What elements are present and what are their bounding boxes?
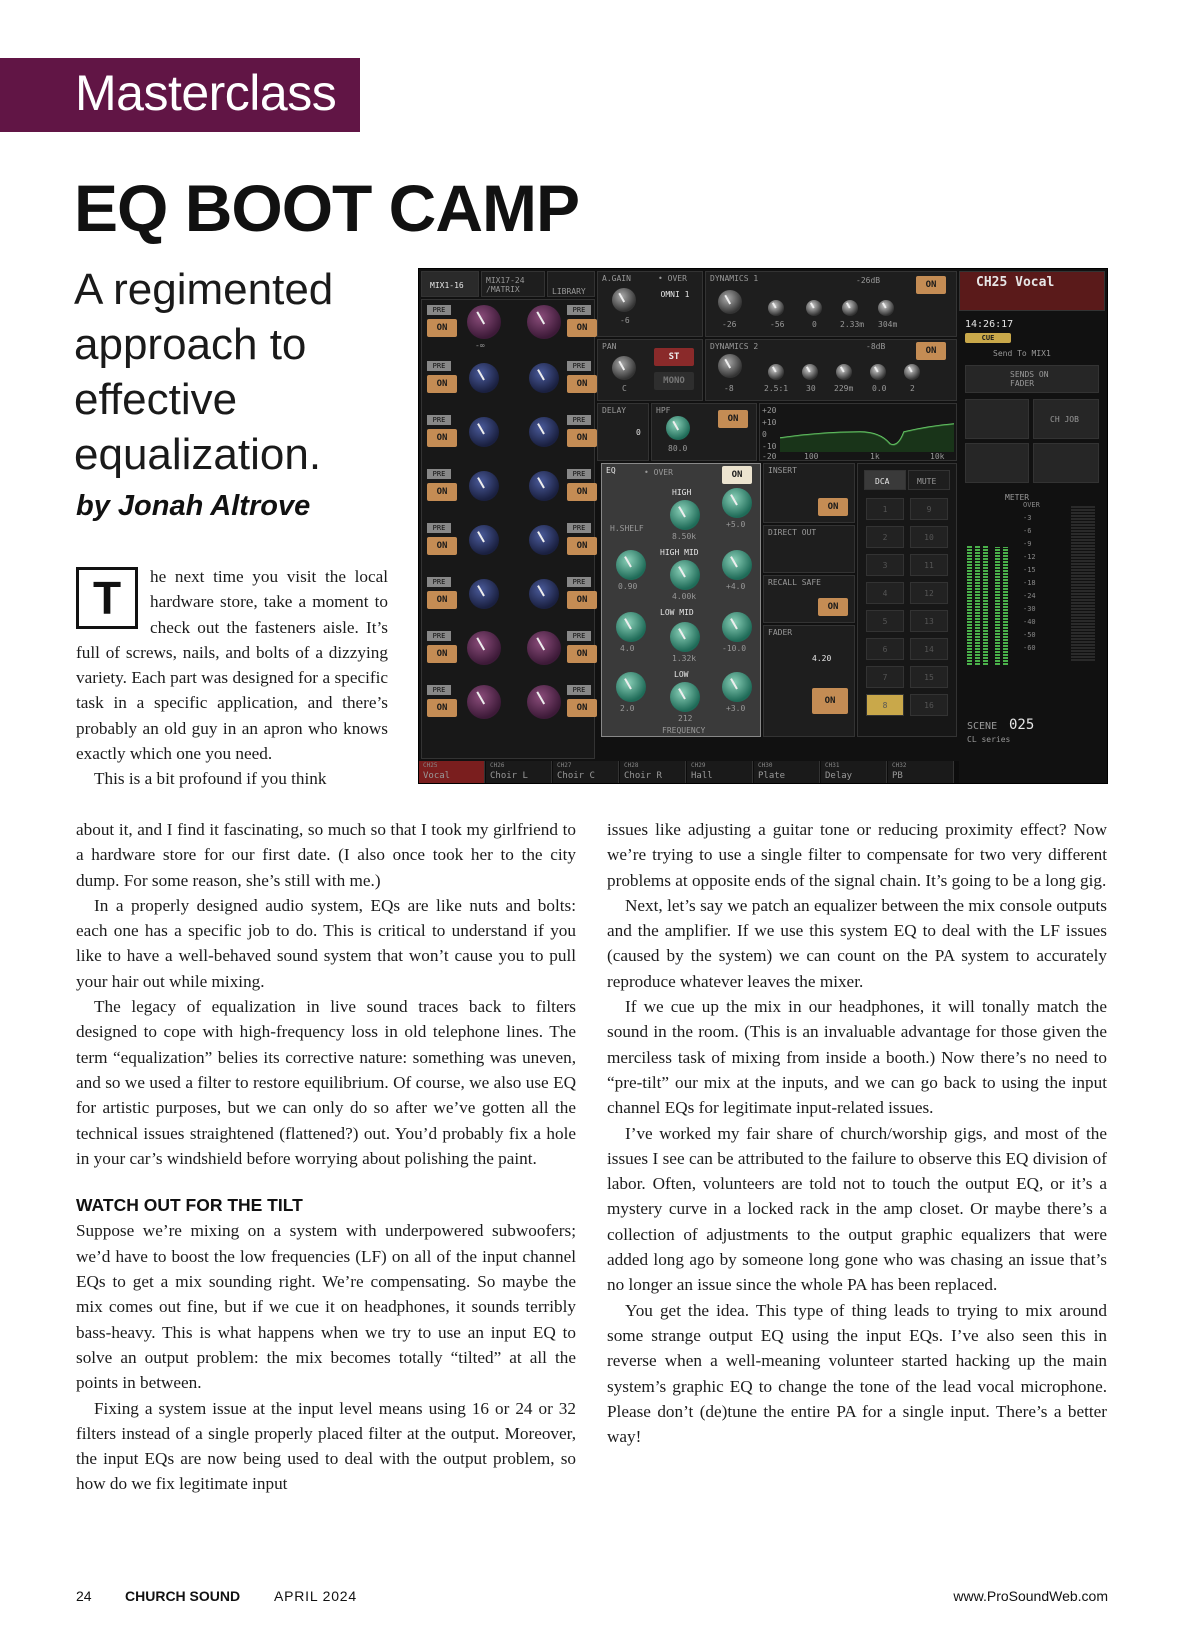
channel-id: CH32 — [892, 762, 907, 769]
tab-mix17-24 — [481, 271, 545, 297]
dca-button: 8 — [866, 694, 904, 716]
pre-button: PRE — [427, 631, 451, 641]
blank-button — [1033, 443, 1099, 483]
paragraph: Next, let’s say we patch an equalizer between the mix console outputs and the amplifier. If we use this system EQ to deal with the LF issues (caused by the system) we can count on the PA system to accurately reproduce whatever leaves the mixer. — [607, 895, 1107, 991]
eq-freq-value: 1.32k — [672, 654, 697, 663]
recall-safe-panel — [763, 575, 855, 623]
freq-label: FREQUENCY — [662, 726, 706, 735]
channel-id: CH28 — [624, 762, 639, 769]
pre-button: PRE — [427, 305, 451, 315]
mono-button: MONO — [654, 372, 694, 390]
insert-on-button: ON — [818, 498, 848, 516]
hpf-on-button: ON — [718, 410, 748, 428]
meter-scale-label: -12 — [1023, 553, 1036, 561]
blank-button — [965, 443, 1029, 483]
paragraph: You get the idea. This type of thing leads to trying to mix around some strange output EQ using the input EQs. I’ve also seen this in reverse when a well-meaning volunteer started hacking up the main system’s graphic EQ to change the tone of the lead vocal microphone. Please don’t (de)tune the entire PA for a single input. There’s a better way! — [607, 1300, 1107, 1447]
intro-paragraph: he next time you visit the local hardware store, take a moment to check out the fasteners aisle. It’s full of screws, nails, and bolts of a dizzying variety. Each part was designed for a specific task in a specific application, and there’s probably an old guy in an apron who knows exactly which one you need. — [76, 567, 388, 764]
channel-id: CH31 — [825, 762, 840, 769]
channel-select-tab — [754, 761, 820, 784]
eq-freq-value: 212 — [678, 714, 693, 723]
dca-panel — [857, 463, 957, 737]
meter-scale-label: OVER — [1023, 501, 1040, 509]
eq-band-type: H.SHELF — [610, 524, 644, 533]
tab-library — [547, 271, 595, 297]
delay-value: 0 — [636, 428, 641, 437]
meter-scale-label: -9 — [1023, 540, 1032, 548]
channel-name: CH25 Vocal — [976, 275, 1055, 290]
pre-button: PRE — [427, 523, 451, 533]
clock: 14:26:17 — [965, 319, 1014, 330]
eq-gain-value: +3.0 — [726, 704, 746, 713]
channel-select-tab — [553, 761, 619, 784]
dyn2-knob — [768, 364, 784, 380]
pre-button: PRE — [567, 305, 591, 315]
st-button: ST — [654, 348, 694, 366]
dca-button: 10 — [910, 526, 948, 548]
dca-button: 13 — [910, 610, 948, 632]
meter-scale-label: -50 — [1023, 631, 1036, 639]
dyn1-value: 0 — [812, 320, 817, 329]
fader-on-button: ON — [812, 688, 848, 714]
ch-job-label: CH JOB — [1050, 415, 1079, 424]
dyn2-value: 229m — [834, 384, 854, 393]
hpf-panel — [651, 403, 757, 461]
pre-button: PRE — [567, 469, 591, 479]
pre-button: PRE — [427, 469, 451, 479]
direct-out-panel — [763, 525, 855, 573]
eq-gain-value: -10.0 — [722, 644, 747, 653]
graph-y-label: +10 — [762, 418, 777, 427]
eq-gain-value: +4.0 — [726, 582, 746, 591]
graph-y-label: -10 — [762, 442, 777, 451]
send-knob — [527, 685, 561, 719]
eq-graph — [759, 403, 957, 461]
dynamics1-panel — [705, 271, 957, 337]
website-link[interactable]: www.ProSoundWeb.com — [953, 1588, 1108, 1604]
channel-tab-name: Vocal — [423, 771, 451, 781]
on-button: ON — [567, 483, 597, 501]
dyn2-knob — [718, 354, 742, 378]
send-level: -∞ — [475, 341, 485, 350]
again-label: A.GAIN — [602, 274, 631, 283]
pre-button: PRE — [567, 523, 591, 533]
dropcap: T — [76, 567, 138, 629]
eq-q-value: 2.0 — [620, 704, 635, 713]
delay-panel — [597, 403, 649, 461]
on-button: ON — [427, 483, 457, 501]
scene-sub: CL series — [967, 735, 1011, 744]
meter-scale-label: -18 — [1023, 579, 1036, 587]
on-button: ON — [567, 699, 597, 717]
again-panel — [597, 271, 703, 337]
dca-button: 9 — [910, 498, 948, 520]
over-label: • OVER — [658, 274, 687, 283]
meter-scale-label: -6 — [1023, 527, 1032, 535]
dyn2-db: -8dB — [866, 342, 886, 351]
fader-panel — [763, 625, 855, 737]
eq-band-name: HIGH — [672, 488, 692, 497]
meter-bars — [967, 529, 1027, 665]
graph-x-label: 100 — [804, 452, 819, 461]
eq-panel — [601, 463, 761, 737]
section-label: Masterclass — [75, 65, 337, 121]
paragraph: The legacy of equalization in live sound traces back to filters designed to cope with high-frequency loss in old telephone lines. The term “equalization” belies its corrective nature: something was uneven, and so we used a filter to restore equilibrium. Of course, we also use EQ for artistic purposes, but we can only do so after we’ve gotten all the technical issues straightened (flattened?) out. You’d probably fix a hole in your car’s windshield before worrying about polishing the paint. — [76, 997, 576, 1168]
tab-dca — [864, 470, 906, 490]
channel-id: CH25 — [423, 762, 438, 769]
eq-q-value: 4.0 — [620, 644, 635, 653]
send-knob — [467, 685, 501, 719]
channel-tab-name: Plate — [758, 771, 786, 781]
dca-button: 14 — [910, 638, 948, 660]
scene-number: 025 — [1009, 717, 1035, 733]
meter-scale-label: -30 — [1023, 605, 1036, 613]
meter-scale-label: -24 — [1023, 592, 1036, 600]
send-knob — [467, 305, 501, 339]
dyn1-value: -26 — [722, 320, 737, 329]
dca-button: 12 — [910, 582, 948, 604]
channel-id: CH29 — [691, 762, 706, 769]
dyn1-knob — [806, 300, 822, 316]
on-button: ON — [427, 699, 457, 717]
channel-id: CH27 — [557, 762, 572, 769]
dyn1-knob — [718, 290, 742, 314]
dyn2-value: -8 — [724, 384, 734, 393]
subhead: WATCH OUT FOR THE TILT — [76, 1195, 303, 1216]
issue-date: APRIL 2024 — [274, 1588, 357, 1604]
pre-button: PRE — [567, 685, 591, 695]
dyn1-value: 304m — [878, 320, 898, 329]
on-button: ON — [567, 319, 597, 337]
eq-freq-value: 8.50k — [672, 532, 697, 541]
sends-on-fader-label: SENDS ON FADER — [1010, 370, 1049, 388]
section-tag — [0, 58, 360, 132]
fader-value: 4.20 — [812, 654, 832, 663]
channel-select-tab — [888, 761, 954, 784]
eq-band-name: LOW — [674, 670, 689, 679]
eq-band-name: LOW MID — [660, 608, 694, 617]
dyn2-knob — [904, 364, 920, 380]
eq-q-knob — [616, 612, 646, 642]
pan-panel — [597, 339, 703, 401]
send-knob — [469, 525, 499, 555]
graph-y-label: -20 — [762, 452, 777, 461]
dca-button: 16 — [910, 694, 948, 716]
dyn2-value: 30 — [806, 384, 816, 393]
paragraph: I’ve worked my fair share of church/worship gigs, and most of the issues I see can be attributed to the failure to observe this EQ division of labor. Often, volunteers are told not to touch the output EQ, or it’s a mystery curve in a locked rack in the amp closet. Or maybe there’s a collection of adjustments to the output graphic equalizers that were added long ago by someone long gone who was chasing an issue that’s no longer an issue since the whole PA has been replaced. — [607, 1123, 1107, 1295]
deck: A regimented approach to effective equalization. — [74, 265, 334, 479]
meter-bar-ch — [1071, 505, 1095, 661]
channel-tab-name: PB — [892, 771, 903, 781]
dyn1-knob — [842, 300, 858, 316]
dyn1-db: -26dB — [856, 276, 881, 285]
dca-button: 4 — [866, 582, 904, 604]
eq-gain-value: +5.0 — [726, 520, 746, 529]
ch-job-button — [1033, 399, 1099, 439]
on-button: ON — [427, 319, 457, 337]
pre-button: PRE — [427, 361, 451, 371]
scene-label: SCENE — [967, 721, 998, 732]
paragraph: issues like adjusting a guitar tone or reducing proximity effect? Now we’re trying to use a single filter to compensate for two very different problems at opposite ends of the signal chain. It’s going to be a long gig. — [607, 820, 1107, 890]
meter-scale-label: -15 — [1023, 566, 1036, 574]
dyn1-on-button: ON — [916, 276, 946, 294]
channel-select-tab — [687, 761, 753, 784]
meter-scale-label: -3 — [1023, 514, 1032, 522]
insert-panel — [763, 463, 855, 523]
right-column — [607, 817, 1107, 1449]
channel-select-tab — [821, 761, 887, 784]
send-knob — [527, 305, 561, 339]
graph-y-label: +20 — [762, 406, 777, 415]
tab-label: MIX17-24 /MATRIX — [486, 276, 525, 294]
eq-gain-knob — [722, 612, 752, 642]
send-knob — [469, 417, 499, 447]
channel-select-bar — [419, 761, 959, 784]
channel-tab-name: Delay — [825, 771, 853, 781]
dyn2-value: 2 — [910, 384, 915, 393]
page-number: 24 — [76, 1588, 92, 1604]
dca-button: 5 — [866, 610, 904, 632]
eq-q-knob — [616, 672, 646, 702]
pre-button: PRE — [427, 685, 451, 695]
send-knob — [467, 631, 501, 665]
eq-band-name: HIGH MID — [660, 548, 699, 557]
pre-button: PRE — [427, 415, 451, 425]
send-knob — [469, 579, 499, 609]
eq-q-knob — [616, 550, 646, 580]
eq-freq-knob — [670, 682, 700, 712]
dyn2-label: DYNAMICS 2 — [710, 342, 759, 351]
send-to-label: Send To MIX1 — [993, 349, 1051, 358]
on-button: ON — [427, 645, 457, 663]
send-knob — [529, 417, 559, 447]
dca-button: 15 — [910, 666, 948, 688]
channel-tab-name: Choir L — [490, 771, 528, 781]
magazine-name: CHURCH SOUND — [125, 1588, 241, 1604]
eq-freq-knob — [670, 500, 700, 530]
tab-mute — [908, 470, 950, 490]
on-button: ON — [427, 537, 457, 555]
dca-label: DCA — [875, 477, 890, 486]
recall-safe-label: RECALL SAFE — [768, 578, 821, 587]
paragraph: Suppose we’re mixing on a system with underpowered subwoofers; we’d have to boost the low frequencies (LF) on all of the input channel EQs to get a mix sounding right. We’re compensating. So maybe the mix comes out fine, but if we cue it on headphones, it sounds terribly bass-heavy. This is what happens when we try to use an input EQ to solve an output problem: the mix becomes totally “tilted” at all the points in between. — [76, 1221, 576, 1393]
eq-gain-knob — [722, 672, 752, 702]
pre-button: PRE — [567, 577, 591, 587]
direct-out-label: DIRECT OUT — [768, 528, 817, 537]
channel-tab-name: Hall — [691, 771, 713, 781]
dca-button: 7 — [866, 666, 904, 688]
byline: by Jonah Altrove — [76, 490, 311, 522]
dyn1-value: 2.33m — [840, 320, 865, 329]
on-button: ON — [567, 645, 597, 663]
gain-knob — [612, 288, 636, 312]
tab-mix1-16 — [421, 271, 479, 297]
dyn1-knob — [768, 300, 784, 316]
dca-button: 11 — [910, 554, 948, 576]
dyn2-value: 2.5:1 — [764, 384, 789, 393]
tab-label: MIX1-16 — [430, 281, 464, 290]
pre-button: PRE — [567, 631, 591, 641]
channel-id: CH26 — [490, 762, 505, 769]
dca-button: 6 — [866, 638, 904, 660]
tab-label: LIBRARY — [552, 287, 586, 296]
send-knob — [527, 631, 561, 665]
graph-y-label: 0 — [762, 430, 767, 439]
fader-label: FADER — [768, 628, 793, 637]
on-button: ON — [427, 429, 457, 447]
on-button: ON — [567, 375, 597, 393]
channel-select-tab — [419, 761, 485, 784]
paragraph: Fixing a system issue at the input level means using 16 or 24 or 32 filters instead of a single properly placed filter at the output. Moreover, the input EQs are now being used to deal with the output problem, so how do we fix legitimate input — [76, 1398, 576, 1494]
paragraph: If we cue up the mix in our headphones, it will tonally match the sound in the room. (This is an invaluable advantage for those given the merciless task of mixing from inside a booth.) Now there’s no need to “pre-tilt” our mix at the inputs, and we can go back to using the input channel EQs for legitimate input-related issues. — [607, 997, 1107, 1118]
recall-safe-on-button: ON — [818, 598, 848, 616]
meter-label: METER — [1005, 493, 1030, 502]
dca-button: 3 — [866, 554, 904, 576]
pan-value: C — [622, 384, 627, 393]
intro-paragraph-2: This is a bit profound if you think — [94, 769, 327, 789]
channel-tab-name: Choir C — [557, 771, 595, 781]
pan-label: PAN — [602, 342, 617, 351]
intro-text — [76, 564, 388, 792]
send-knob — [529, 525, 559, 555]
headline: EQ BOOT CAMP — [74, 171, 580, 245]
channel-select-tab — [486, 761, 552, 784]
pre-button: PRE — [567, 361, 591, 371]
eq-freq-value: 4.00k — [672, 592, 697, 601]
on-button: ON — [427, 375, 457, 393]
channel-select-tab — [620, 761, 686, 784]
on-button: ON — [427, 591, 457, 609]
pan-knob — [612, 356, 636, 380]
send-knob — [529, 579, 559, 609]
cue-button: CUE — [965, 333, 1011, 343]
dca-button: 1 — [866, 498, 904, 520]
channel-id: CH30 — [758, 762, 773, 769]
eq-gain-knob — [722, 550, 752, 580]
eq-gain-knob — [722, 488, 752, 518]
eq-curve — [780, 408, 954, 452]
omni-label: OMNI 1 — [660, 290, 690, 299]
dyn2-on-button: ON — [916, 342, 946, 360]
send-knob — [529, 363, 559, 393]
dyn2-knob — [836, 364, 852, 380]
hpf-label: HPF — [656, 406, 671, 415]
eq-on-button: ON — [722, 466, 752, 484]
dyn1-value: -56 — [770, 320, 785, 329]
mute-label: MUTE — [917, 477, 937, 486]
paragraph: about it, and I find it fascinating, so much so that I took my girlfriend to a hardware store for our first date. (I also once took her to the city dump. For some reason, she’s still with me.) — [76, 820, 576, 890]
channel-tab-name: Choir R — [624, 771, 662, 781]
graph-x-label: 10k — [930, 452, 945, 461]
send-knob — [469, 363, 499, 393]
graph-x-label: 1k — [870, 452, 880, 461]
hpf-knob — [666, 416, 690, 440]
on-button: ON — [567, 591, 597, 609]
pre-button: PRE — [427, 577, 451, 587]
over-label: • OVER — [644, 468, 673, 477]
send-knob — [529, 471, 559, 501]
gain-value: -6 — [620, 316, 630, 325]
insert-label: INSERT — [768, 466, 797, 475]
delay-label: DELAY — [602, 406, 627, 415]
eq-freq-knob — [670, 622, 700, 652]
send-knob — [469, 471, 499, 501]
eq-q-value: 0.90 — [618, 582, 638, 591]
dca-button: 2 — [866, 526, 904, 548]
console-screenshot — [418, 268, 1108, 784]
channel-name-panel — [959, 271, 1105, 311]
blank-button — [965, 399, 1029, 439]
left-column — [76, 817, 576, 1497]
pre-button: PRE — [567, 415, 591, 425]
dyn2-value: 0.0 — [872, 384, 887, 393]
dyn2-knob — [802, 364, 818, 380]
on-button: ON — [567, 537, 597, 555]
dyn2-knob — [870, 364, 886, 380]
eq-label: EQ — [606, 466, 616, 475]
hpf-value: 80.0 — [668, 444, 688, 453]
paragraph: In a properly designed audio system, EQs are like nuts and bolts: each one has a specific job to do. This is critical to understand if you like to have a well-behaved sound system that won’t cause you to pull your hair out while mixing. — [76, 895, 576, 991]
sends-on-fader-button — [965, 365, 1099, 393]
dyn1-label: DYNAMICS 1 — [710, 274, 759, 283]
dyn1-knob — [878, 300, 894, 316]
dynamics2-panel — [705, 339, 957, 401]
meter-scale-label: -60 — [1023, 644, 1036, 652]
meter-scale-label: -40 — [1023, 618, 1036, 626]
on-button: ON — [567, 429, 597, 447]
eq-freq-knob — [670, 560, 700, 590]
